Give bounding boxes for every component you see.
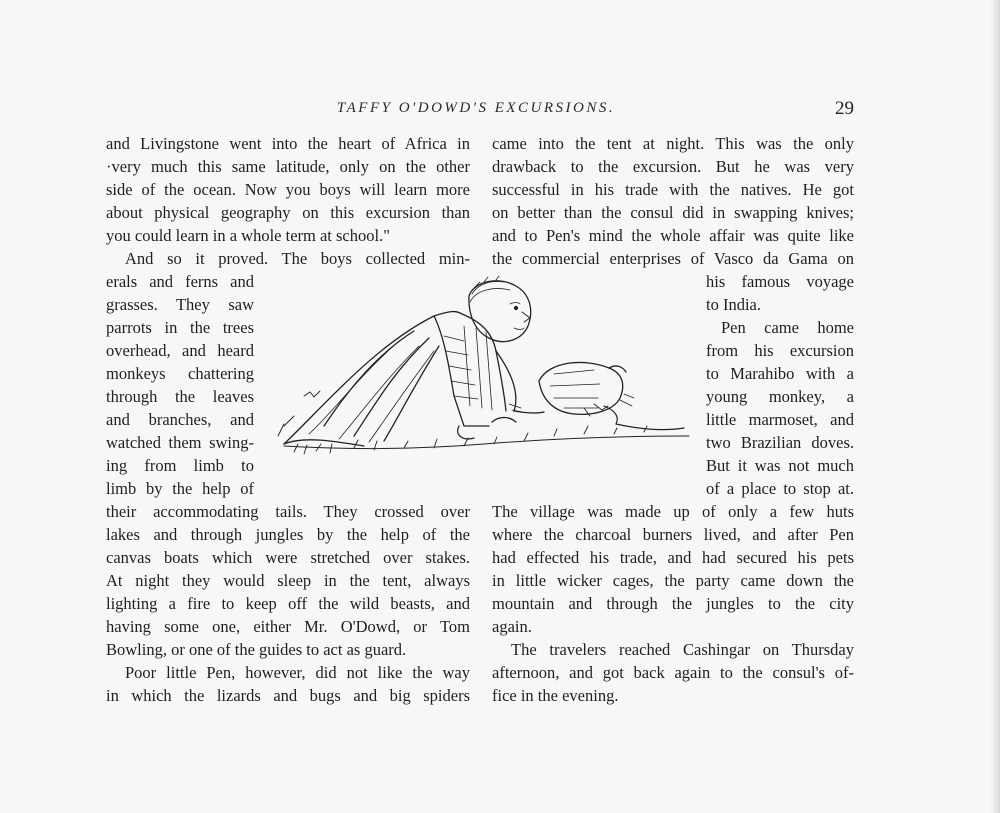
text-line: and to Pen's mind the whole affair was quite like xyxy=(492,226,854,245)
text-line: The village was made up of only a few huts xyxy=(492,502,854,521)
text-line: you could learn in a whole term at school." xyxy=(106,226,390,245)
text-line: ing from limb to xyxy=(106,456,254,475)
text-line: fice in the evening. xyxy=(492,686,619,705)
text-line: The travelers reached Cashingar on Thursday xyxy=(511,640,854,659)
running-header: TAFFY O'DOWD'S EXCURSIONS. xyxy=(336,100,616,116)
text-line: had effected his trade, and had secured his pets xyxy=(492,548,854,567)
text-line: and Livingstone went into the heart of Africa in xyxy=(106,134,470,153)
text-line: watched them swing- xyxy=(106,433,254,452)
text-line: the commercial enterprises of Vasco da Gama on xyxy=(492,249,854,268)
text-line: came into the tent at night. This was the only xyxy=(492,134,854,153)
text-line: ·very much this same latitude, only on the other xyxy=(106,157,470,176)
boy-crawling-illustration xyxy=(264,276,694,476)
text-line: successful in his trade with the natives. He got xyxy=(492,180,854,199)
text-line: grasses. They saw xyxy=(106,295,254,314)
page-number: 29 xyxy=(835,98,854,119)
text-line: canvas boats which were stretched over stakes. xyxy=(106,548,470,567)
text-line: overhead, and heard xyxy=(106,341,254,360)
text-line: erals and ferns and xyxy=(106,272,254,291)
text-line: on better than the consul did in swapping knives; xyxy=(492,203,854,222)
text-line: through the leaves xyxy=(106,387,254,406)
text-line: parrots in the trees xyxy=(106,318,254,337)
text-line: to Marahibo with a xyxy=(706,364,854,383)
text-line: limb by the help of xyxy=(106,479,254,498)
text-line: And so it proved. The boys collected min- xyxy=(125,249,470,268)
text-line: two Brazilian doves. xyxy=(706,433,854,452)
text-line: young monkey, a xyxy=(706,387,854,406)
text-line: from his excursion xyxy=(706,341,854,360)
text-line: in little wicker cages, the party came down the xyxy=(492,571,854,590)
text-line: to India. xyxy=(706,295,761,314)
text-line: afternoon, and got back again to the consul's of- xyxy=(492,663,854,682)
text-line: little marmoset, and xyxy=(706,410,854,429)
text-line: about physical geography on this excursion than xyxy=(106,203,470,222)
text-line: having some one, either Mr. O'Dowd, or Tom xyxy=(106,617,470,636)
text-line: But it was not much xyxy=(706,456,854,475)
page-edge-shadow xyxy=(990,0,1000,813)
text-line: of a place to stop at. xyxy=(706,479,854,498)
text-line: lighting a fire to keep off the wild beasts, and xyxy=(106,594,470,613)
text-line: lakes and through jungles by the help of the xyxy=(106,525,470,544)
text-line: and branches, and xyxy=(106,410,254,429)
text-line: his famous voyage xyxy=(706,272,854,291)
text-line: drawback to the excursion. But he was very xyxy=(492,157,854,176)
text-line: side of the ocean. Now you boys will learn more xyxy=(106,180,470,199)
text-line: their accommodating tails. They crossed over xyxy=(106,502,470,521)
text-line: in which the lizards and bugs and big spiders xyxy=(106,686,470,705)
text-line: Bowling, or one of the guides to act as guard. xyxy=(106,640,407,659)
text-line: Poor little Pen, however, did not like the way xyxy=(125,663,470,682)
text-line: where the charcoal burners lived, and after Pen xyxy=(492,525,854,544)
text-line: again. xyxy=(492,617,532,636)
text-line: mountain and through the jungles to the city xyxy=(492,594,854,613)
text-line: monkeys chattering xyxy=(106,364,254,383)
text-line: Pen came home xyxy=(721,318,854,337)
text-line: At night they would sleep in the tent, always xyxy=(106,571,470,590)
